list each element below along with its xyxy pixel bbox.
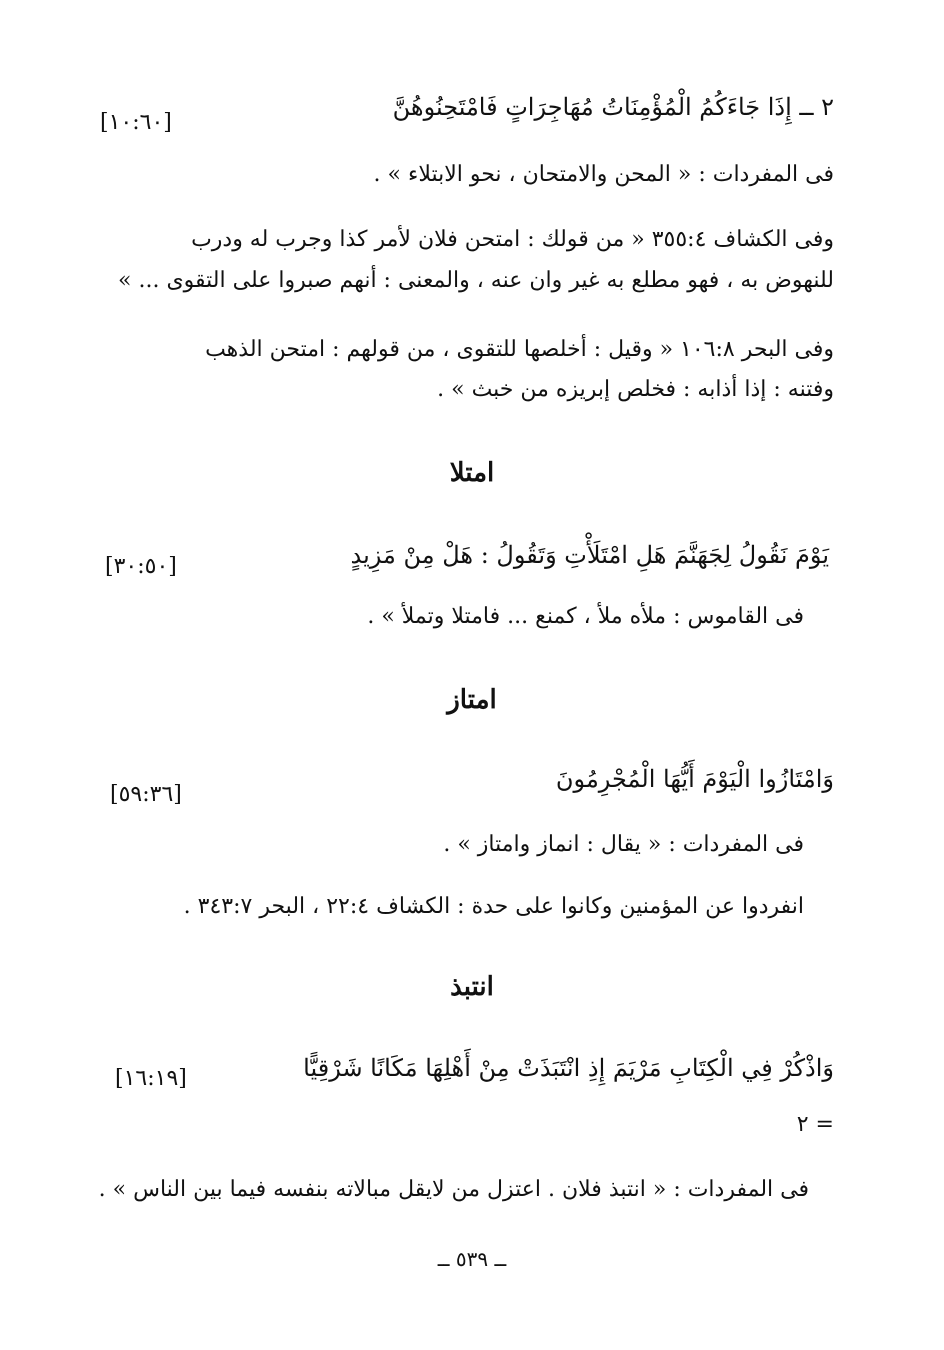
verse-reference: [٣٠:٥٠] — [105, 554, 177, 579]
verse-line: وَاذْكُرْ فِي الْكِتَابِ مَرْيَمَ إِذِ انْتَبَذَتْ مِنْ أَهْلِهَا مَكَانًا شَرْقِيًّا — [303, 1054, 834, 1082]
verse-line: وَامْتَازُوا الْيَوْمَ أَيُّهَا الْمُجْرِمُونَ — [555, 765, 834, 793]
text-line: للنهوض به ، فهو مطلع به غير وان عنه ، والمعنى : أنهم صبروا على التقوى ... » — [118, 268, 834, 293]
text-line: فى المفردات : « المحن والامتحان ، نحو الابتلاء » . — [373, 162, 834, 187]
text-line: فى المفردات : « يقال : انماز وامتاز » . — [443, 832, 804, 857]
section-heading: امتلا — [449, 458, 495, 488]
text-line: وفتنه : إذا أذابه : فخلص إبريزه من خبث » . — [437, 377, 834, 402]
text-line: فى المفردات : « انتبذ فلان . اعتزل من لايقل مبالاته بنفسه فيما بين الناس » . — [98, 1177, 809, 1202]
page-number: ــ ٥٣٩ ــ — [437, 1247, 507, 1271]
text-line: وفى البحر ١٠٦:٨ « وقيل : أخلصها للتقوى ، من قولهم : امتحن الذهب — [205, 337, 834, 362]
text-line: وفى الكشاف ٣٥٥:٤ « من قولك : امتحن فلان لأمر كذا وجرب له ودرب — [191, 227, 834, 252]
verse-line: يَوْمَ نَقُولُ لِجَهَنَّمَ هَلِ امْتَلَأْتِ وَتَقُولُ : هَلْ مِنْ مَزِيدٍ — [350, 541, 829, 569]
verse-reference: [١٦:١٩] — [115, 1066, 187, 1091]
verse-line: ٢ ــ إِذَا جَاءَكُمُ الْمُؤْمِنَاتُ مُهَاجِرَاتٍ فَامْتَحِنُوهُنَّ — [392, 93, 834, 121]
text-line: انفردوا عن المؤمنين وكانوا على حدة : الكشاف ٢٢:٤ ، البحر ٣٤٣:٧ . — [183, 894, 804, 919]
verse-reference: [٥٩:٣٦] — [110, 782, 182, 807]
section-heading: امتاز — [447, 685, 497, 715]
section-heading: انتبذ — [450, 972, 494, 1002]
continuation-mark: = ٢ — [796, 1112, 834, 1137]
text-line: فى القاموس : ملأه ملأ ، كمنع ... فامتلا وتملأ » . — [367, 604, 804, 629]
verse-reference: [١٠:٦٠] — [100, 110, 172, 135]
